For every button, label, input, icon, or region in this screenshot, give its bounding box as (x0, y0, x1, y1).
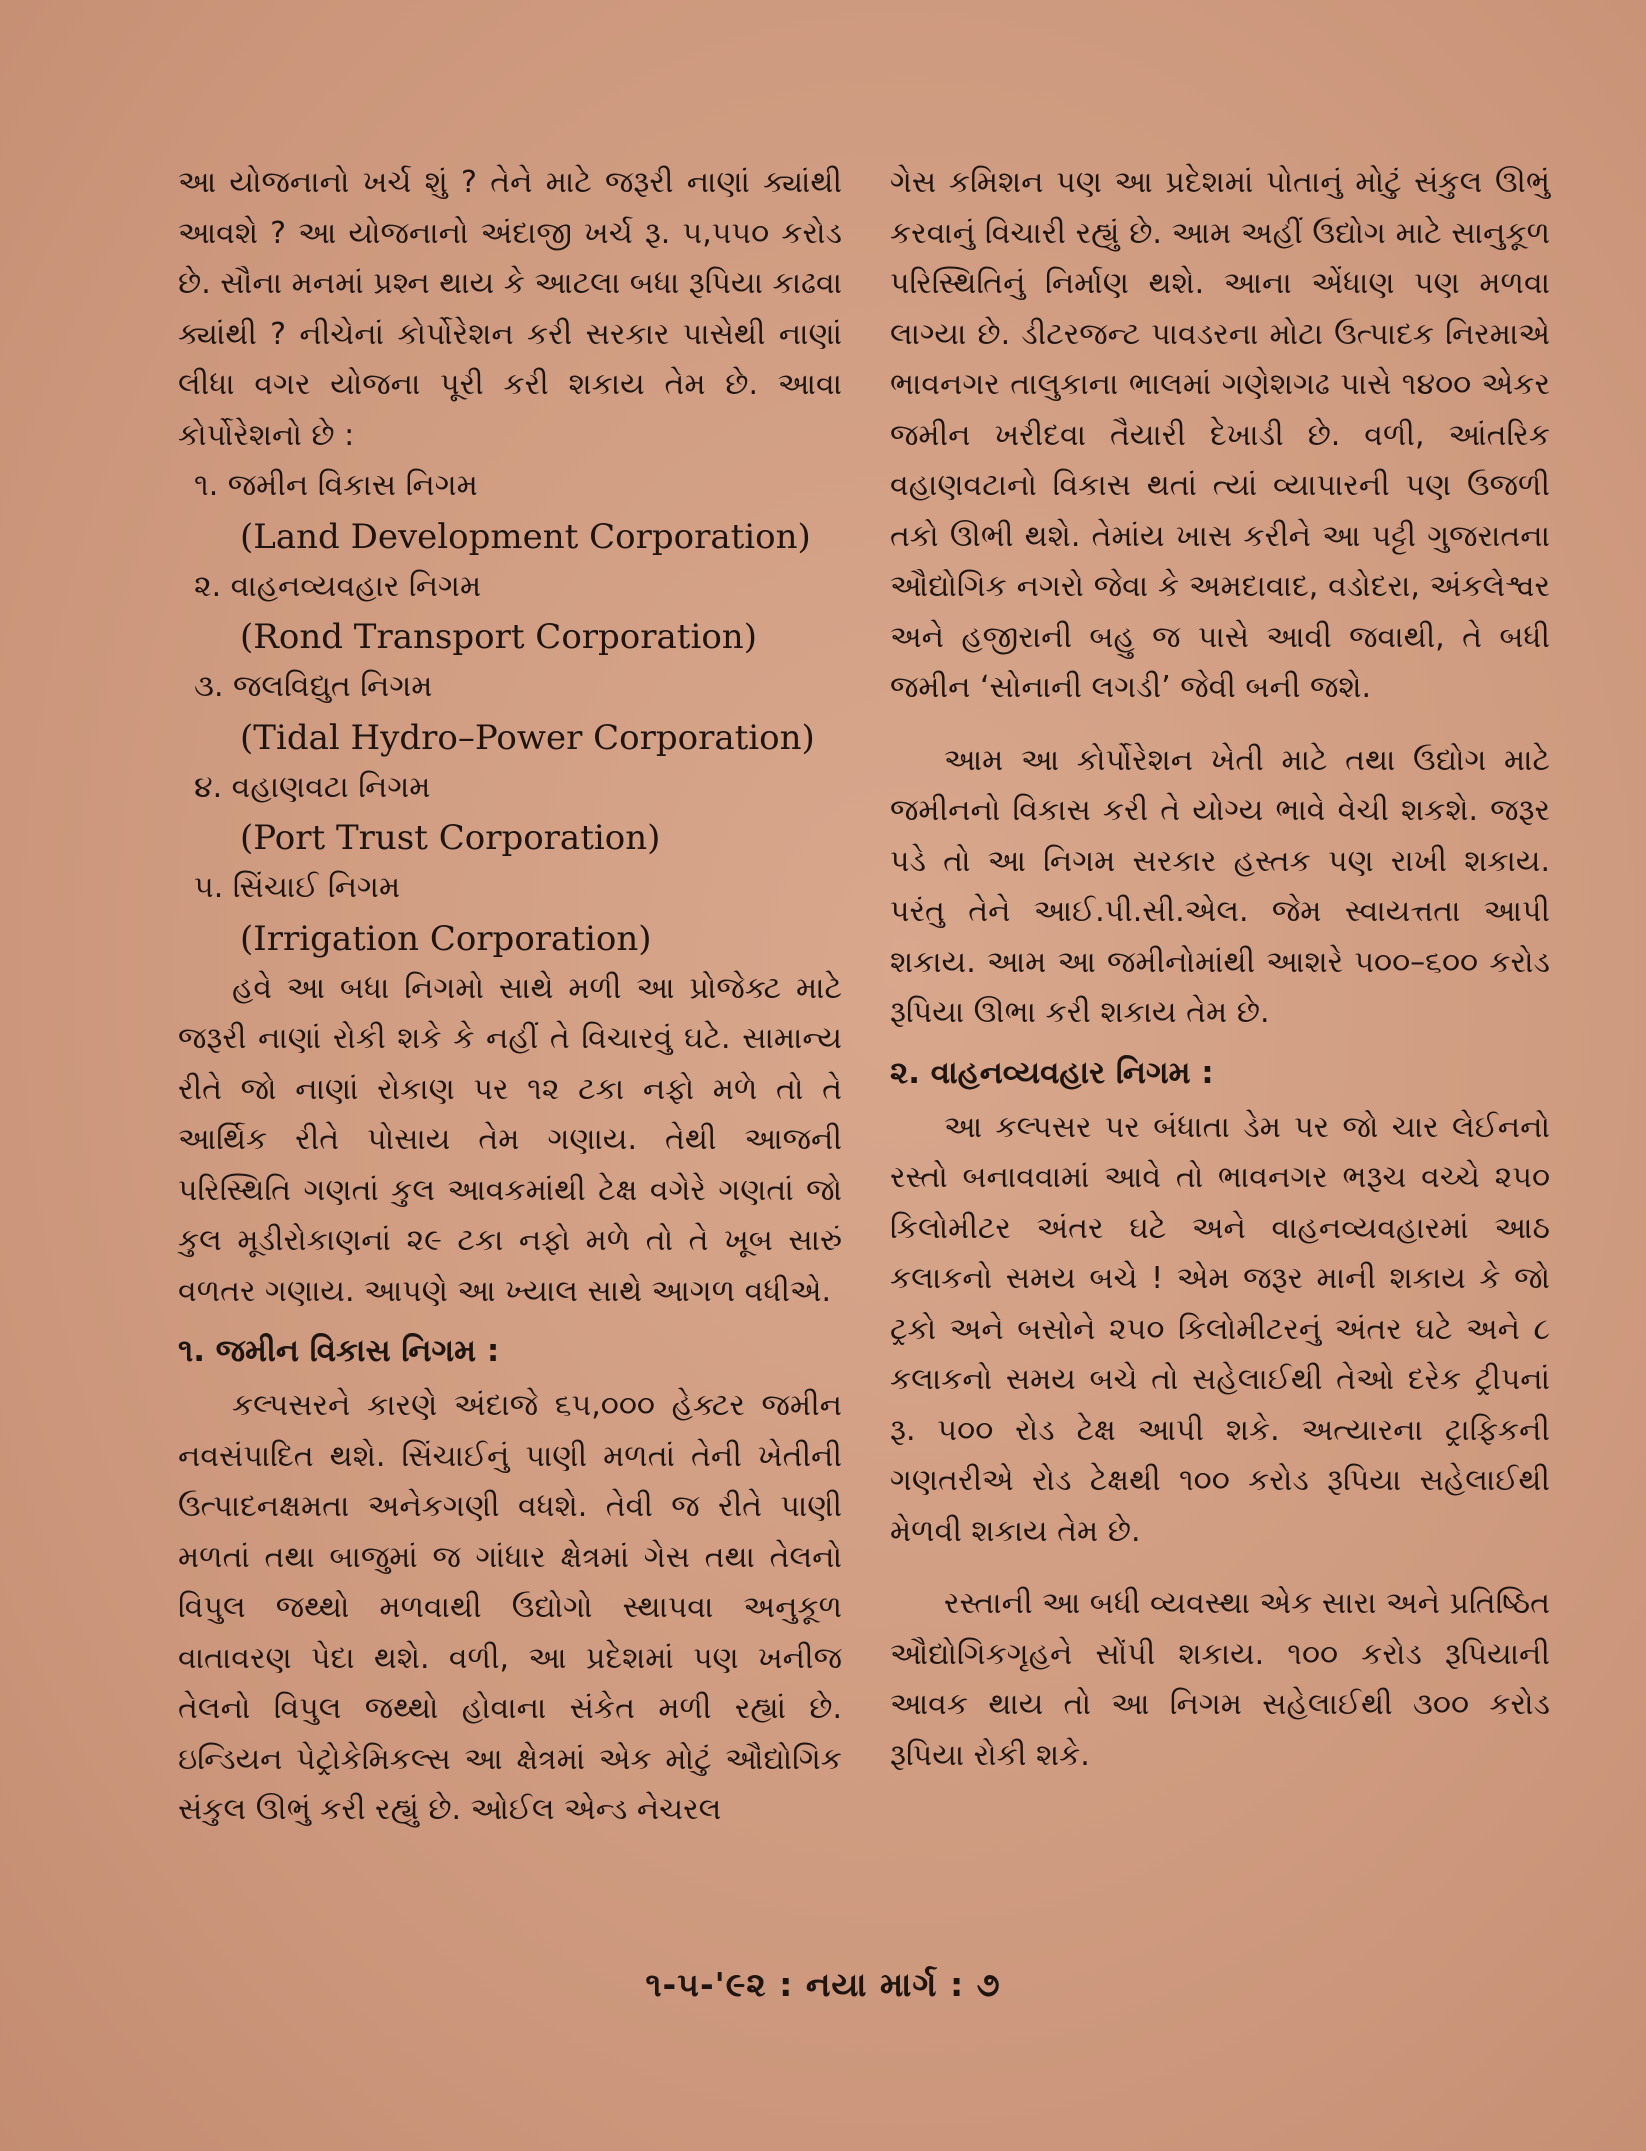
corporation-english-hydro: (Tidal Hydro–Power Corporation) (240, 717, 815, 758)
section-heading-transport: ૨. વાહનવ્યવહાર નિગમ : (890, 1054, 1214, 1091)
corporation-paragraph: આમ આ કોર્પોરેશન ખેતી માટે તથા ઉદ્યોગ માટે જમીનનો વિકાસ કરી તે યોગ્ય ભાવે વેચી શકશે. જરૂર પડે તો આ નિગમ સરકાર હસ્તક પણ રાખી શકાય. પરંતુ તેને આઈ.પી.સી.એલ. જેમ સ્વાયત્તતા આપી શકાય. આમ આ જમીનોમાંથી આશરે ૫૦૦–૬૦૦ કરોડ રૂપિયા ઊભા કરી શકાય તેમ છે. (890, 742, 1550, 1030)
right-column (890, 158, 1550, 1781)
corporation-item-land: ૧. જમીન વિકાસ નિગમ (194, 468, 478, 503)
nigam-paragraph: હવે આ બધા નિગમો સાથે મળી આ પ્રોજેક્ટ માટે જરૂરી નાણાં રોકી શકે કે નહીં તે વિચારવું ઘટે. સામાન્ય રીતે જો નાણાં રોકાણ પર ૧૨ ટકા નફો મળે તો તે આર્થિક રીતે પોસાય તેમ ગણાય. તેથી આજની પરિસ્થિતિ ગણતાં કુલ આવકમાંથી ટેક્ષ વગેરે ગણતાં જો કુલ મૂડીરોકાણનાં ૨૯ ટકા નફો મળે તો તે ખૂબ સારું વળતર ગણાય. આપણે આ ખ્યાલ સાથે આગળ વધીએ. (178, 970, 842, 1309)
corporation-english-transport: (Rond Transport Corporation) (240, 617, 757, 657)
left-column (178, 158, 842, 1836)
page-footer: ૧-૫-'૯૨ : નયા માર્ગ : ૭ (645, 1965, 1001, 2004)
corporation-english-port: (Port Trust Corporation) (240, 818, 661, 858)
road-paragraph: રસ્તાની આ બધી વ્યવસ્થા એક સારા અને પ્રતિષ્ઠિત ઔદ્યોગિકગૃહને સોંપી શકાય. ૧૦૦ કરોડ રૂપિયાની આવક થાય તો આ નિગમ સહેલાઈથી ૩૦૦ કરોડ રૂપિયા રોકી શકે. (890, 1586, 1550, 1773)
corporation-item-irrigation: ૫. સિંચાઈ નિગમ (194, 870, 401, 905)
corporation-item-hydro: ૩. જલવિદ્યુત નિગમ (194, 669, 433, 704)
corporation-english-land: (Land Development Corporation) (240, 516, 811, 557)
transport-paragraph: આ કલ્પસર પર બંધાતા ડેમ પર જો ચાર લેઈનનો રસ્તો બનાવવામાં આવે તો ભાવનગર ભરૂચ વચ્ચે ૨૫૦ કિલોમીટર અંતર ઘટે અને વાહનવ્યવહારમાં આઠ કલાકનો સમય બચે ! એમ જરૂર માની શકાય કે જો ટ્રકો અને બસોને ૨૫૦ કિલોમીટરનું અંતર ઘટે અને ૮ કલાકનો સમય બચે તો સહેલાઈથી તેઓ દરેક ટ્રીપનાં રૂ. ૫૦૦ રોડ ટેક્ષ આપી શકે. અત્યારના ટ્રાફિકની ગણતરીએ રોડ ટેક્ષથી ૧૦૦ કરોડ રૂપિયા સહેલાઈથી મેળવી શકાય તેમ છે. (890, 1109, 1550, 1549)
intro-paragraph: આ યોજનાનો ખર્ચ શું ? તેને માટે જરૂરી નાણાં ક્યાંથી આવશે ? આ યોજનાનો અંદાજી ખર્ચ રૂ. ૫,૫૫૦ કરોડ છે. સૌના મનમાં પ્રશ્ન થાય કે આટલા બધા રૂપિયા કાઢવા ક્યાંથી ? નીચેનાં કોર્પોરેશન કરી સરકાર પાસેથી નાણાં લીધા વગર યોજના પૂરી કરી શકાય તેમ છે. આવા કોર્પોરેશનો છે : (178, 165, 842, 453)
continued-paragraph: ગેસ કમિશન પણ આ પ્રદેશમાં પોતાનું મોટું સંકુલ ઊભું કરવાનું વિચારી રહ્યું છે. આમ અહીં ઉદ્યોગ માટે સાનુકૂળ પરિસ્થિતિનું નિર્માણ થશે. આના એંધાણ પણ મળવા લાગ્યા છે. ડીટરજન્ટ પાવડરના મોટા ઉત્પાદક નિરમાએ ભાવનગર તાલુકાના ભાલમાં ગણેશગઢ પાસે ૧૪૦૦ એકર જમીન ખરીદવા તૈયારી દેખાડી છે. વળી, આંતરિક વહાણવટાનો વિકાસ થતાં ત્યાં વ્યાપારની પણ ઉજળી તકો ઊભી થશે. તેમાંય ખાસ કરીને આ પટ્ટી ગુજરાતના ઔદ્યોગિક નગરો જેવા કે અમદાવાદ, વડોદરા, અંકલેશ્વર અને હજીરાની બહુ જ પાસે આવી જવાથી, તે બધી જમીન ‘સોનાની લગડી’ જેવી બની જશે. (890, 165, 1550, 705)
corporation-english-irrigation: (Irrigation Corporation) (240, 918, 652, 959)
land-paragraph: કલ્પસરને કારણે અંદાજે ૬૫,૦૦૦ હેક્ટર જમીન નવસંપાદિત થશે. સિંચાઈનું પાણી મળતાં તેની ખેતીની ઉત્પાદનક્ષમતા અનેકગણી વધશે. તેવી જ રીતે પાણી મળતાં તથા બાજુમાં જ ગાંધાર ક્ષેત્રમાં ગેસ તથા તેલનો વિપુલ જથ્થો મળવાથી ઉદ્યોગો સ્થાપવા અનુકૂળ વાતાવરણ પેદા થશે. વળી, આ પ્રદેશમાં પણ ખનીજ તેલનો વિપુલ જથ્થો હોવાના સંકેત મળી રહ્યાં છે. ઇન્ડિયન પેટ્રોકેમિકલ્સ આ ક્ષેત્રમાં એક મોટું ઔદ્યોગિક સંકુલ ઊભું કરી રહ્યું છે. ઓઈલ એન્ડ નેચરલ (178, 1388, 842, 1827)
section-heading-land: ૧. જમીન વિકાસ નિગમ : (178, 1333, 500, 1369)
corporation-item-port: ૪. વહાણવટા નિગમ (194, 769, 431, 805)
corporation-item-transport: ૨. વાહનવ્યવહાર નિગમ (194, 568, 482, 604)
corporation-list (178, 461, 842, 964)
